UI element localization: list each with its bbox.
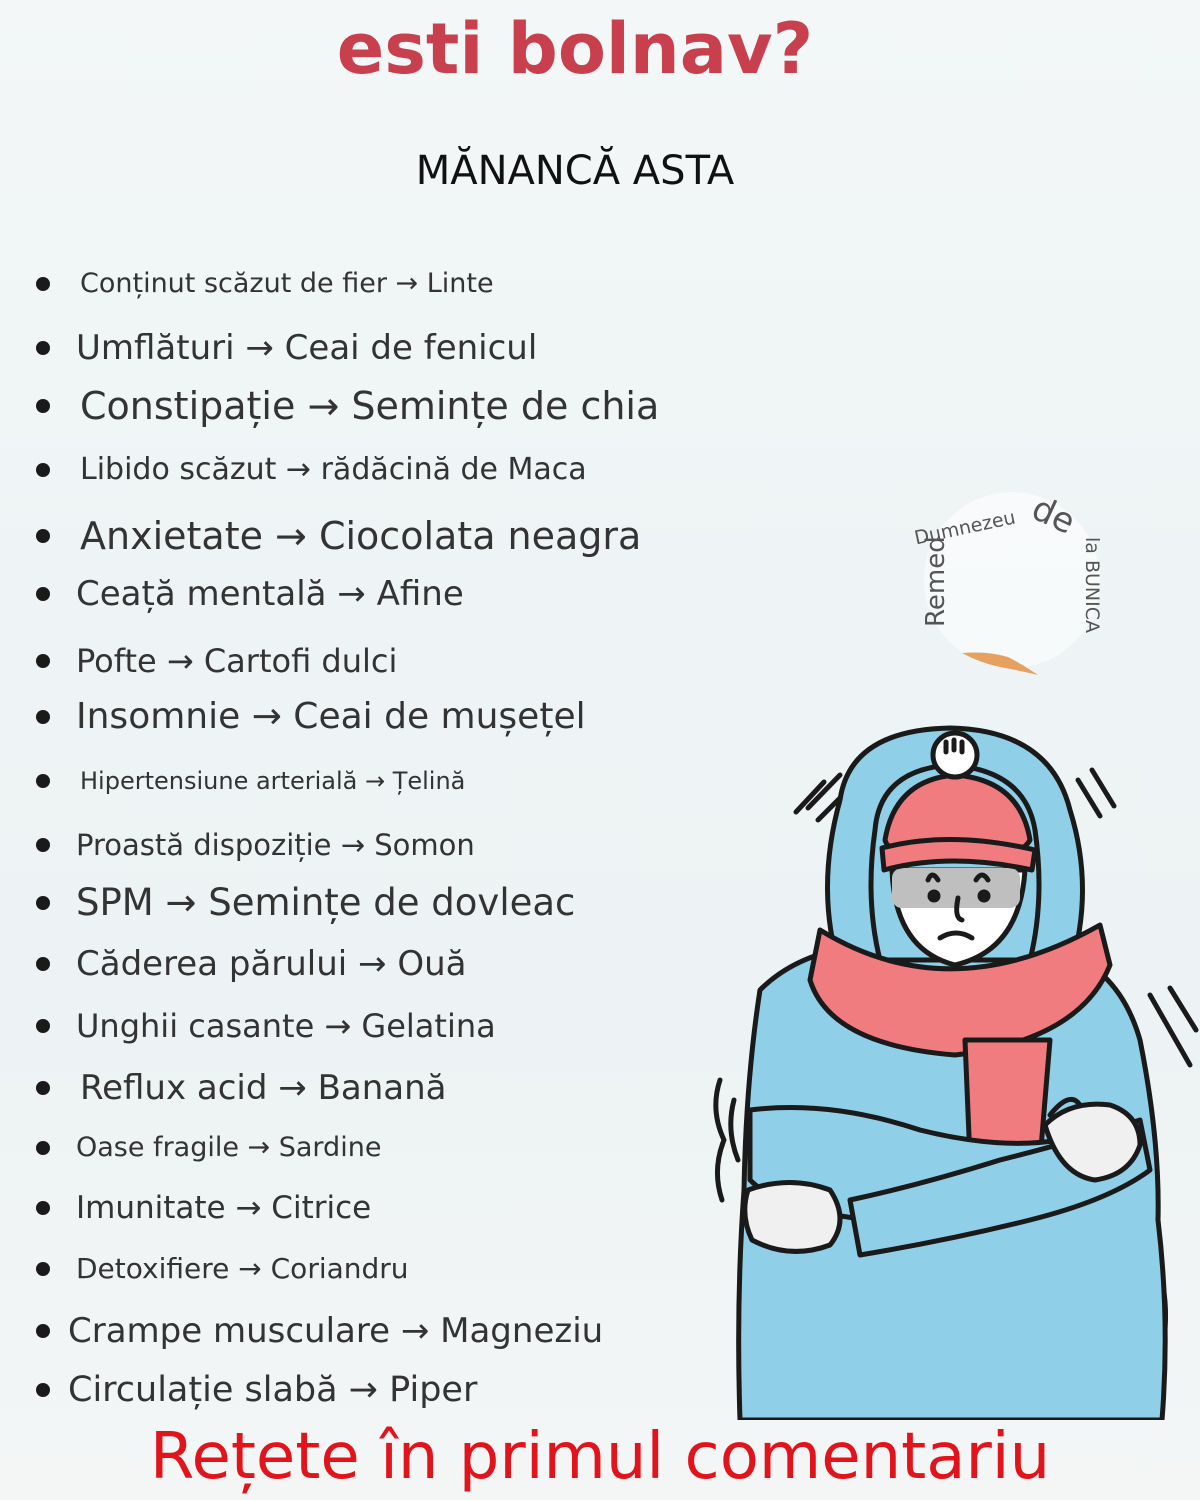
bullet-icon xyxy=(36,774,50,788)
bullet-icon xyxy=(36,1081,50,1095)
list-item-text: Constipație → Semințe de chia xyxy=(80,384,660,428)
list-item xyxy=(36,1132,381,1163)
list-item xyxy=(36,1068,447,1108)
bullet-icon xyxy=(36,399,50,413)
bullet-icon xyxy=(36,463,50,477)
list-item-text: Imunitate → Citrice xyxy=(76,1190,372,1226)
list-item-text: Unghii casante → Gelatina xyxy=(76,1007,496,1045)
list-item xyxy=(36,1007,496,1045)
list-item-text: Detoxifiere → Coriandru xyxy=(76,1252,409,1285)
list-item-text: SPM → Semințe de dovleac xyxy=(76,881,576,924)
list-item-text: Reflux acid → Banană xyxy=(80,1068,447,1108)
cold-person-illustration xyxy=(700,720,1200,1420)
list-item-text: Oase fragile → Sardine xyxy=(76,1132,382,1163)
list-item-text: Hipertensiune arterială → Țelină xyxy=(80,767,466,795)
list-item xyxy=(36,642,397,680)
bullet-icon xyxy=(36,654,50,668)
list-item-text: Proastă dispoziție → Somon xyxy=(76,828,475,862)
list-item xyxy=(36,696,586,737)
list-item-text: Anxietate → Ciocolata neagra xyxy=(80,514,642,558)
list-item-text: Conținut scăzut de fier → Linte xyxy=(80,268,494,299)
logo-text-remed: Remed xyxy=(921,536,951,627)
logo-text-de: de xyxy=(1025,488,1082,543)
list-item xyxy=(36,384,659,428)
list-item xyxy=(36,767,465,795)
list-item-text: Insomnie → Ceai de mușețel xyxy=(76,696,586,737)
logo-text-dumnezeu: Dumnezeu xyxy=(912,506,1018,550)
remedii-bunica-logo xyxy=(900,485,1130,695)
list-item xyxy=(36,1252,409,1285)
list-item xyxy=(36,328,537,368)
list-item xyxy=(36,828,475,862)
bullet-icon xyxy=(36,529,50,543)
list-item xyxy=(36,944,467,984)
bullet-icon xyxy=(36,838,50,852)
list-item xyxy=(36,1370,477,1410)
page-subtitle: MĂNANCĂ ASTA xyxy=(415,148,735,194)
bullet-icon xyxy=(36,957,50,971)
list-item xyxy=(36,452,587,487)
page-title: esti bolnav? xyxy=(336,8,814,90)
logo-text-la-bunica: la BUNICA xyxy=(1081,537,1103,633)
list-item-text: Căderea părului → Ouă xyxy=(76,944,467,984)
bullet-icon xyxy=(36,341,50,355)
bullet-icon xyxy=(36,587,50,601)
list-item-text: Ceață mentală → Afine xyxy=(76,574,464,614)
bullet-icon xyxy=(36,1383,50,1397)
bullet-icon xyxy=(36,1019,50,1033)
bullet-icon xyxy=(36,1324,50,1338)
list-item xyxy=(36,268,494,299)
list-item-text: Libido scăzut → rădăcină de Maca xyxy=(80,452,587,487)
list-item-text: Pofte → Cartofi dulci xyxy=(76,642,398,680)
list-item xyxy=(36,1311,603,1351)
bullet-icon xyxy=(36,1201,50,1215)
list-item xyxy=(36,881,575,924)
list-item xyxy=(36,514,641,558)
list-item-text: Umflături → Ceai de fenicul xyxy=(76,328,538,368)
bullet-icon xyxy=(36,1262,50,1276)
bullet-icon xyxy=(36,277,50,291)
bullet-icon xyxy=(36,896,50,910)
list-item-text: Crampe musculare → Magneziu xyxy=(68,1311,604,1351)
footer-cta-text: Rețete în primul comentariu xyxy=(149,1420,1051,1494)
list-item-text: Circulație slabă → Piper xyxy=(68,1370,478,1410)
list-item xyxy=(36,574,464,614)
list-item xyxy=(36,1190,371,1226)
bullet-icon xyxy=(36,710,50,724)
bullet-icon xyxy=(36,1141,50,1155)
